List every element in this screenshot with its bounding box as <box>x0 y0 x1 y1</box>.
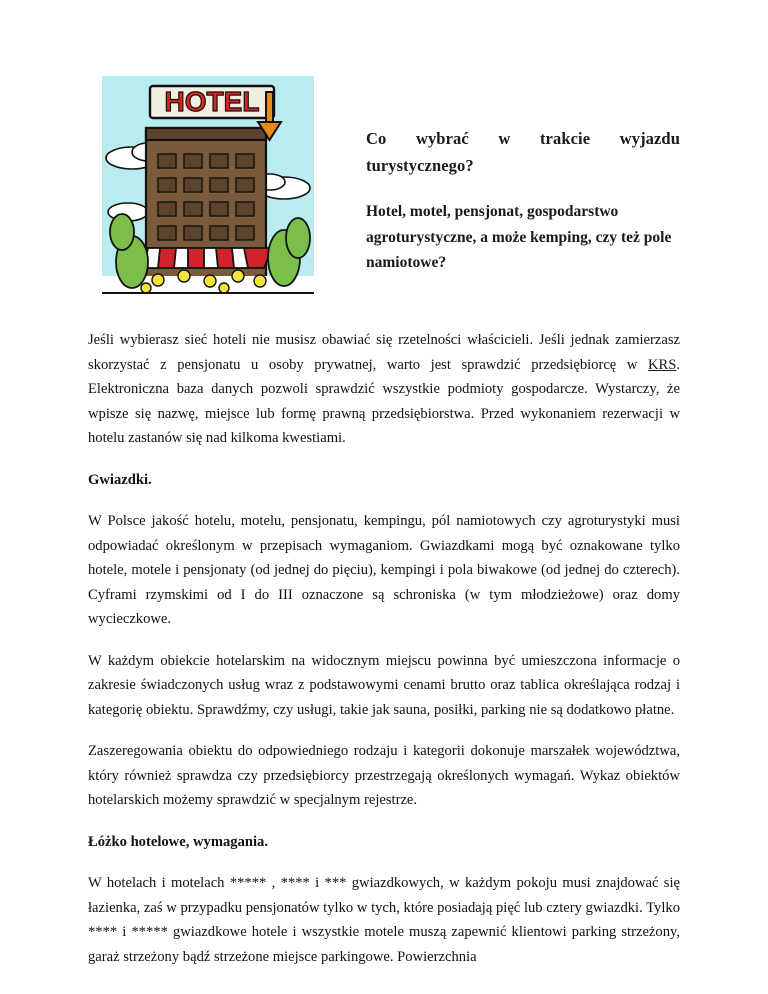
document-header <box>88 62 680 310</box>
document-body <box>88 328 680 969</box>
title-column <box>366 62 680 275</box>
paragraph-info-board: W każdym obiekcie hotelarskim na widocznym miejscu powinna być umieszczona informacje o zakresie świadczonych usług wraz z podstawowymi cenami brutto oraz tablica określająca rodzaj i kategorię obiektu. Sprawdźmy, czy usługi, takie jak sauna, posiłki, parking nie są dodatkowo płatne. <box>88 652 680 718</box>
paragraph-marszalek: Zaszeregowania obiektu do odpowiedniego rodzaju i kategorii dokonuje marszałek województwa, który również sprawdza czy przedsiębiorcy przestrzegają określonych wymagań. Wykaz obiektów hotelarskich możemy sprawdzić w specjalnym rejestrze. <box>88 743 680 809</box>
paragraph-intro <box>88 328 680 451</box>
paragraph-standards: W Polsce jakość hotelu, motelu, pensjonatu, kempingu, pól namiotowych czy agroturystyki musi odpowiadać określonym w przepisach wymaganiom. Gwiazdkami mogą być oznakowane tylko hotele, motele i pensjonaty (od jednej do pięciu), kempingi i pola biwakowe (od jednej do czterech). Cyframi rzymskimi od I do III oznaczone są schroniska (w tym młodzieżowe) oraz domy wycieczkowe. <box>88 513 680 628</box>
page-title: Co wybrać w trakcie wyjazdu turystycznego? <box>366 129 680 175</box>
paragraph-lozko-wymagania: W hotelach i motelach ***** , **** i *** gwiazdkowych, w każdym pokoju musi znajdować się łazienka, zaś w przypadku pensjonatów tylko w tych, które posiadają pięć lub cztery gwiazdki. Tylko **** i ***** gwiazdkowe hotele i wszystkie motele muszą zapewnić klientowi parking strzeżony, garaż strzeżony bądź strzeżone miejsce parkingowe. Powierzchnia <box>88 875 680 965</box>
krs-link[interactable]: KRS <box>647 356 677 373</box>
intro-text-before-link: Jeśli wybierasz sieć hoteli nie musisz obawiać się rzetelności właścicieli. Jeśli jednak zamierzasz skorzystać z pensjonatu u osoby prywatnej, warto jest sprawdzić przedsiębiorcę w <box>88 332 680 373</box>
heading-lozko-hotelowe: Łóżko hotelowe, wymagania. <box>88 833 268 850</box>
hotel-building-illustration <box>88 62 348 310</box>
page-subtitle: Hotel, motel, pensjonat, gospodarstwo agroturystyczne, a może kemping, czy też pole namiotowe? <box>366 203 672 271</box>
heading-gwiazdki: Gwiazdki. <box>88 471 152 488</box>
intro-text-after-link: . Elektroniczna baza danych pozwoli sprawdzić wszystkie podmioty gospodarcze. Wystarczy, że wpisze się nazwę, miejsce lub formę prawną przedsiębiorstwa. Przed wykonaniem rezerwacji w hotelu zastanów się nad kilkoma kwestiami. <box>88 356 680 447</box>
hotel-sign-text: HOTEL <box>164 86 260 117</box>
